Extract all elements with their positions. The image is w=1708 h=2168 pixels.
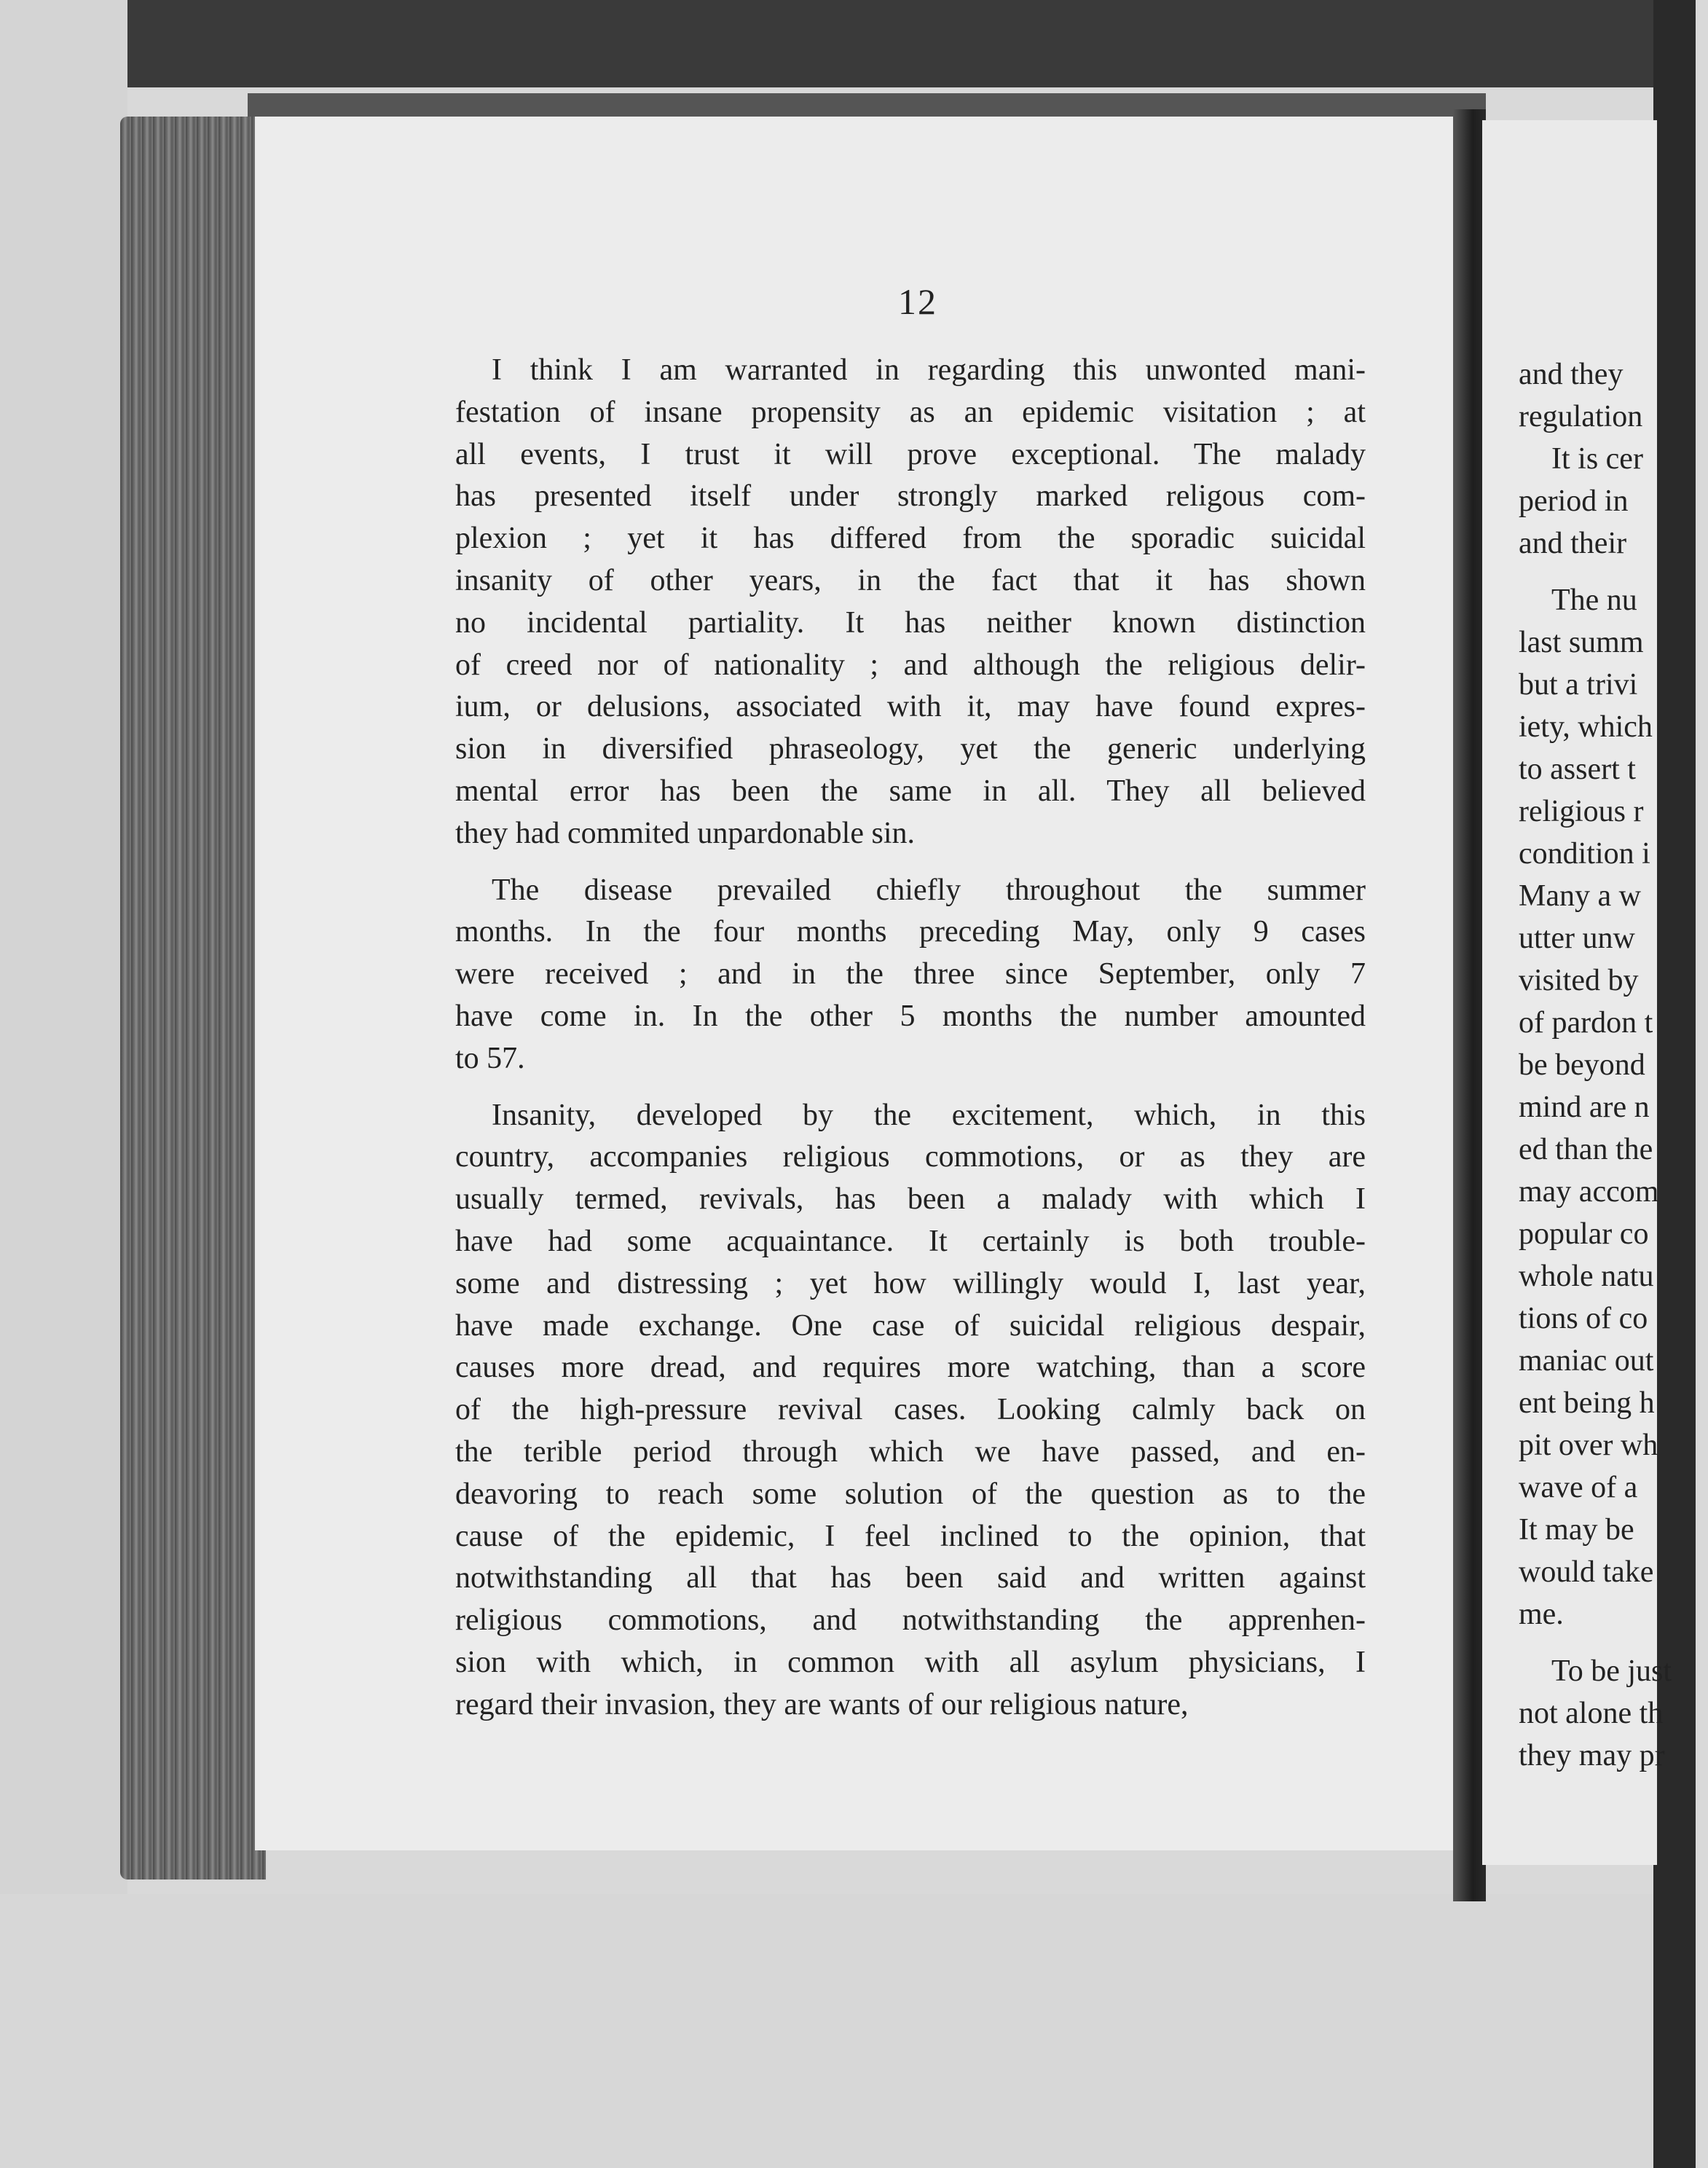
right-page-line: mind are n <box>1519 1091 1650 1124</box>
left-page-body <box>455 350 1366 1741</box>
text-line: Insanity, developed by the excitement, which, in this <box>492 1098 1366 1132</box>
text-line: causes more dread, and requires more watching, than a score <box>455 1351 1366 1385</box>
page-number: 12 <box>898 281 937 322</box>
right-page-line: The nu <box>1551 584 1637 617</box>
right-page-line: ed than the <box>1519 1133 1653 1166</box>
text-line: ium, or delusions, associated with it, may have found expres- <box>455 690 1366 724</box>
right-page-line: wave of a <box>1519 1471 1638 1504</box>
right-page-line: and their <box>1519 527 1627 560</box>
scan-background-bottom <box>0 1894 1696 2168</box>
text-line: no incidental partiality. It has neither known distinction <box>455 605 1366 640</box>
paragraph <box>455 350 1366 855</box>
right-page-line: not alone th <box>1519 1697 1664 1730</box>
right-page-line: may accom <box>1519 1175 1659 1209</box>
text-line: country, accompanies religious commotions, or as they are <box>455 1140 1366 1174</box>
text-line: plexion ; yet it has differed from the sporadic suicidal <box>455 522 1366 556</box>
text-line: of the high-pressure revival cases. Looking calmly back on <box>455 1393 1366 1427</box>
right-page-line: and they <box>1519 358 1624 391</box>
text-line: months. In the four months preceding May, only 9 cases <box>455 915 1366 949</box>
text-line: to 57. <box>455 1041 525 1075</box>
paragraph <box>455 870 1366 1080</box>
text-line: usually termed, revivals, has been a malady with which I <box>455 1182 1366 1217</box>
right-page-line: religious r <box>1519 795 1644 828</box>
text-line: religious commotions, and notwithstanding the apprenhen- <box>455 1603 1366 1638</box>
text-line: mental error has been the same in all. They all believed <box>455 774 1366 808</box>
right-page-line: ent being h <box>1519 1386 1655 1420</box>
text-line: The disease prevailed chiefly throughout the summer <box>492 873 1366 907</box>
text-line: notwithstanding all that has been said and written against <box>455 1561 1366 1595</box>
text-line: sion in diversified phraseology, yet the generic underlying <box>455 732 1366 766</box>
book-gutter <box>1453 109 1486 1901</box>
right-page-line: to assert t <box>1519 753 1636 786</box>
text-line: I think I am warranted in regarding this unwonted mani- <box>492 353 1366 387</box>
right-page-line: pit over wh <box>1519 1429 1658 1462</box>
book-page-edges <box>120 117 266 1880</box>
right-page-line: tions of co <box>1519 1302 1648 1335</box>
text-line: of creed nor of nationality ; and although the religious delir- <box>455 648 1366 682</box>
text-line: deavoring to reach some solution of the question as to the <box>455 1477 1366 1511</box>
right-page-line: be beyond <box>1519 1048 1645 1082</box>
text-line: sion with which, in common with all asylum physicians, I <box>455 1645 1366 1679</box>
right-page-line: period in <box>1519 484 1629 518</box>
right-page-line: would take <box>1519 1555 1654 1589</box>
right-page-line: popular co <box>1519 1217 1649 1251</box>
right-page-line: iety, which <box>1519 710 1653 744</box>
text-line: they had commited unpardonable sin. <box>455 816 916 850</box>
right-page-text <box>1519 353 1708 1777</box>
paragraph <box>455 1095 1366 1727</box>
right-page-line: last summ <box>1519 626 1644 659</box>
right-page-line: they may pr <box>1519 1739 1665 1772</box>
right-page <box>1482 120 1672 1865</box>
right-page-line: whole natu <box>1519 1260 1654 1293</box>
text-line: the terible period through which we have passed, and en- <box>455 1434 1366 1469</box>
text-line: regard their invasion, they are wants of our religious nature, <box>455 1687 1189 1721</box>
text-line: were received ; and in the three since September, only 7 <box>455 957 1366 991</box>
right-page-line: but a trivi <box>1519 668 1638 702</box>
right-page-line: condition i <box>1519 837 1650 871</box>
scan-background-top <box>0 0 1696 87</box>
text-line: cause of the epidemic, I feel inclined to the opinion, that <box>455 1519 1366 1553</box>
text-line: festation of insane propensity as an epidemic visitation ; at <box>455 395 1366 429</box>
text-line: have come in. In the other 5 months the number amounted <box>455 999 1366 1033</box>
scan-background-left <box>0 0 127 2168</box>
right-page-line: Many a w <box>1519 879 1641 913</box>
text-line: insanity of other years, in the fact that it has shown <box>455 563 1366 597</box>
right-page-line: To be just <box>1551 1654 1672 1688</box>
right-page-line: me. <box>1519 1598 1564 1631</box>
right-page-line: regulation <box>1519 400 1643 433</box>
text-line: some and distressing ; yet how willingly would I, last year, <box>455 1266 1366 1300</box>
right-page-line: visited by <box>1519 964 1639 997</box>
text-line: have had some acquaintance. It certainly is both trouble- <box>455 1224 1366 1258</box>
right-page-line: of pardon t <box>1519 1006 1653 1040</box>
text-line: all events, I trust it will prove exceptional. The malady <box>455 437 1366 471</box>
right-page-line: It may be <box>1519 1513 1634 1547</box>
right-page-line: maniac out <box>1519 1344 1654 1378</box>
right-page-line: utter unw <box>1519 922 1635 955</box>
text-line: has presented itself under strongly marked religous com- <box>455 479 1366 514</box>
text-line: have made exchange. One case of suicidal religious despair, <box>455 1308 1366 1343</box>
right-page-line: It is cer <box>1551 442 1643 476</box>
